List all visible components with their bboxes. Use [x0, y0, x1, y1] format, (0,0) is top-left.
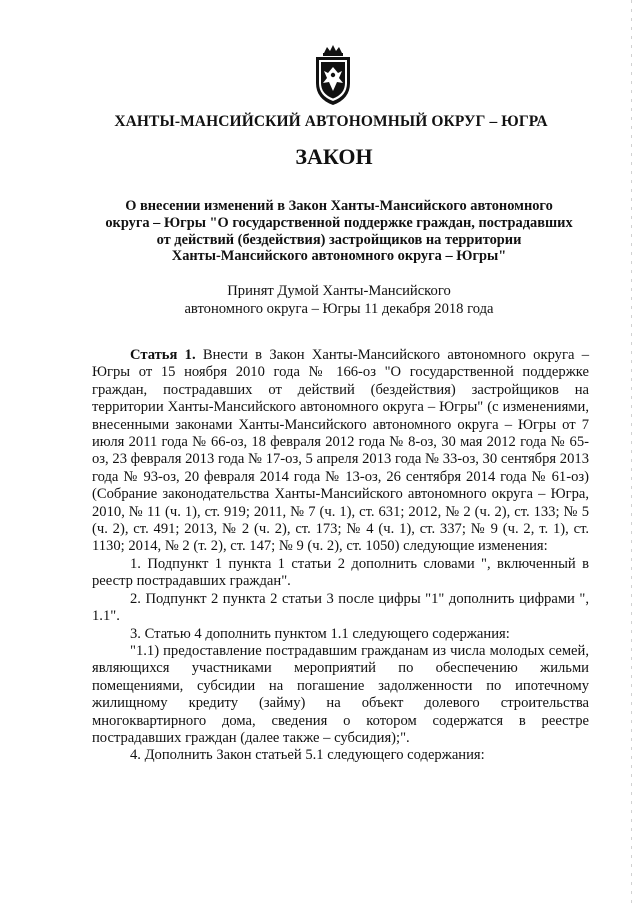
amendment-item-4: 4. Дополнить Закон статьей 5.1 следующего содержания: [130, 747, 485, 764]
article-1-paragraph [92, 347, 589, 556]
adoption-line: автономного округа – Югры 11 декабря 2018 года [184, 300, 494, 317]
subject-line: О внесении изменений в Закон Ханты-Мансийского автономного [125, 198, 553, 214]
coat-of-arms-emblem-icon [312, 45, 354, 107]
law-body [92, 347, 589, 765]
adoption-line: Принят Думой Ханты-Мансийского [227, 283, 451, 299]
amendment-item-3-quote: "1.1) предоставление пострадавшим гражданам из числа молодых семей, являющихся участниками мероприятий по обеспечению жильми помещениями, субсидии на погашение задолженности по ипотечному жилищному кредиту (займу) на объект долевого строительства многоквартирного дома, сведения о котором содержатся в реестре пострадавших граждан (далее также – субсидия);". [92, 642, 589, 746]
subject-line: от действий (бездействия) застройщиков на территории [156, 231, 522, 248]
law-title: ЗАКОН [295, 144, 373, 169]
subject-line: округа – Югры "О государственной поддержке граждан, пострадавших [105, 214, 573, 231]
article-1-text: Внести в Закон Ханты-Мансийского автономного округа – Югры от 15 ноября 2010 года № 166-оз "О государственной поддержке граждан, пострадавших от действий (бездействия) застройщиков на территории Ханты-Мансийского автономного округа – Югры" (с изменениями, внесенными законами Ханты-Мансийского автономного округа – Югры от 7 июля 2011 года № 66-оз, 18 февраля 2012 года № 8-оз, 30 мая 2012 года № 65-оз, 23 февраля 2013 года № 17-оз, 5 апреля 2013 года № 33-оз, 30 сентября 2013 года № 93-оз, 20 февраля 2014 года № 13-оз, 26 сентября 2014 года № 61-оз) (Собрание законодательства Ханты-Мансийского автономного округа – Югра, 2010, № 11 (ч. 1), ст. 919; 2011, № 7 (ч. 1), ст. 631; 2012, № 2 (ч. 2), ст. 133; № 5 (ч. 2), ст. 491; 2013, № 2 (ч. 2), ст. 173; № 4 (ч. 1), ст. 337; № 9 (ч. 2, т. 1), ст. 1130; 2014, № 2 (т. 2), ст. 147; № 9 (ч. 2), ст. 1050) следующие изменения: [92, 347, 589, 555]
region-heading: ХАНТЫ-МАНСИЙСКИЙ АВТОНОМНЫЙ ОКРУГ – ЮГРА [114, 113, 548, 130]
subject-line: Ханты-Мансийского автономного округа – Югры" [171, 248, 507, 265]
article-1-label: Статья 1. [130, 347, 196, 363]
amendment-item-3: 3. Статью 4 дополнить пунктом 1.1 следующего содержания: [130, 625, 510, 642]
scan-edge-artifact [631, 0, 632, 905]
amendment-item-2: 2. Подпункт 2 пункта 2 статьи 3 после цифры "1" дополнить цифрами ", 1.1". [92, 590, 589, 625]
amendment-item-1: 1. Подпункт 1 пункта 1 статьи 2 дополнить словами ", включенный в реестр пострадавших граждан". [92, 555, 589, 590]
adoption-note [100, 283, 578, 318]
law-subject [100, 198, 578, 265]
